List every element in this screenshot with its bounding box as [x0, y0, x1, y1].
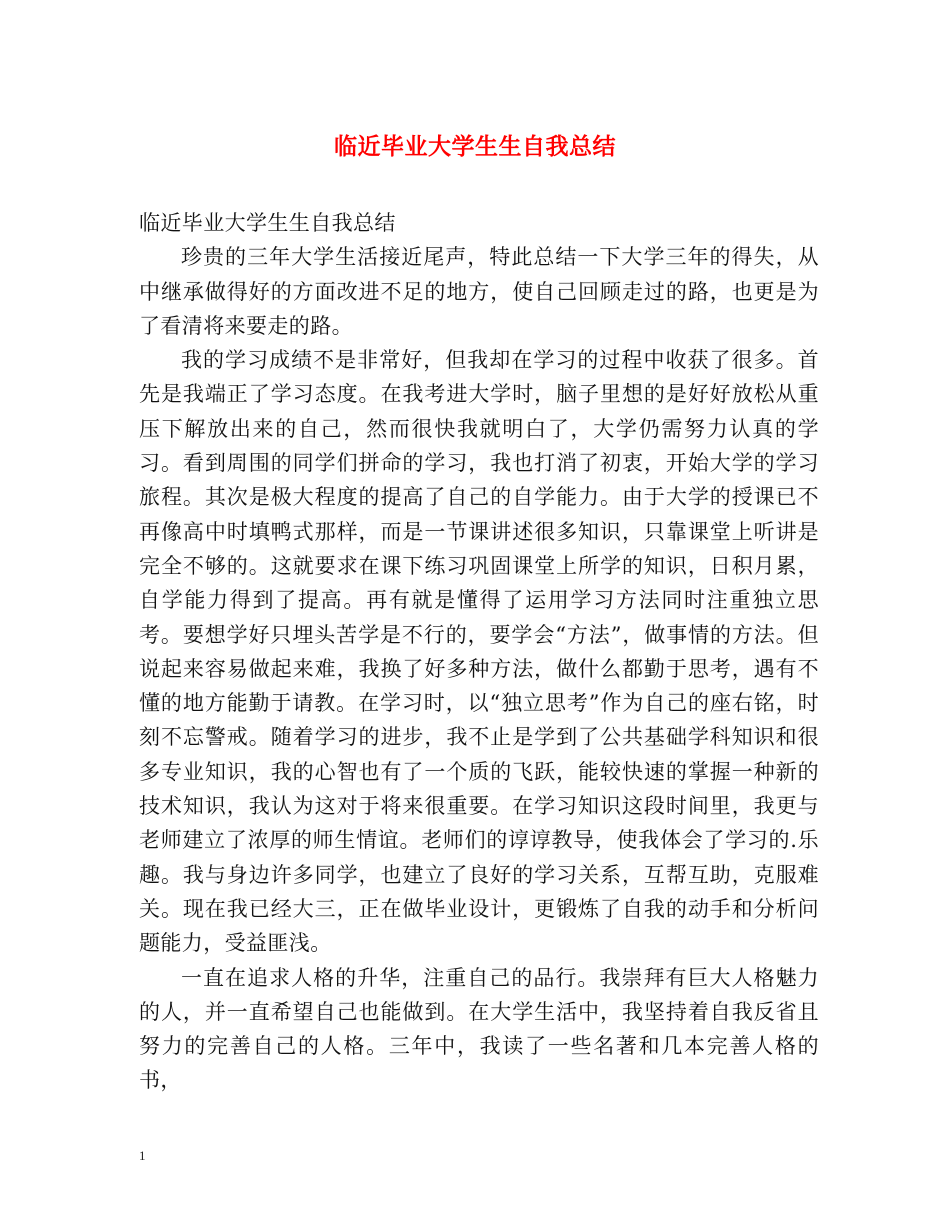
paragraph-1: 珍贵的三年大学生活接近尾声，特此总结一下大学三年的得失，从中继承做得好的方面改进不足的地方，使自己回顾走过的路，也更是为了看清将来要走的路。: [139, 245, 819, 338]
document-body: [139, 206, 819, 1098]
paragraph-2: 我的学习成绩不是非常好，但我却在学习的过程中收获了很多。首先是我端正了学习态度。在我考进大学时，脑子里想的是好好放松从重压下解放出来的自己，然而很快我就明白了，大学仍需努力认真的学习。看到周围的同学们拼命的学习，我也打消了初衷，开始大学的学习旅程。其次是极大程度的提高了自己的自学能力。由于大学的授课已不再像高中时填鸭式那样，而是一节课讲述很多知识，只靠课堂上听讲是完全不够的。这就要求在课下练习巩固课堂上所学的知识，日积月累，自学能力得到了提高。再有就是懂得了运用学习方法同时注重独立思考。要想学好只埋头苦学是不行的，要学会“方法”，做事情的方法。但说起来容易做起来难，我换了好多种方法，做什么都勤于思考，遇有不懂的地方能勤于请教。在学习时，以“独立思考”作为自己的座右铭，时刻不忘警戒。随着学习的进步，我不止是学到了公共基础学科知识和很多专业知识，我的心智也有了一个质的飞跃，能较快速的掌握一种新的技术知识，我认为这对于将来很重要。在学习知识这段时间里，我更与老师建立了浓厚的师生情谊。老师们的谆谆教导，使我体会了学习的.乐趣。我与身边许多同学，也建立了良好的学习关系，互帮互助，克服难关。现在我已经大三，正在做毕业设计，更锻炼了自我的动手和分析问题能力，受益匪浅。: [139, 348, 819, 956]
paragraph-3: 一直在追求人格的升华，注重自己的品行。我崇拜有巨大人格魅力的人，并一直希望自己也能做到。在大学生活中，我坚持着自我反省且努力的完善自己的人格。三年中，我读了一些名著和几本完善人格的书，: [139, 965, 819, 1093]
document-subtitle: 临近毕业大学生生自我总结: [139, 211, 396, 235]
document-title: 临近毕业大学生生自我总结: [334, 133, 616, 160]
page-number: 1: [139, 1148, 146, 1163]
